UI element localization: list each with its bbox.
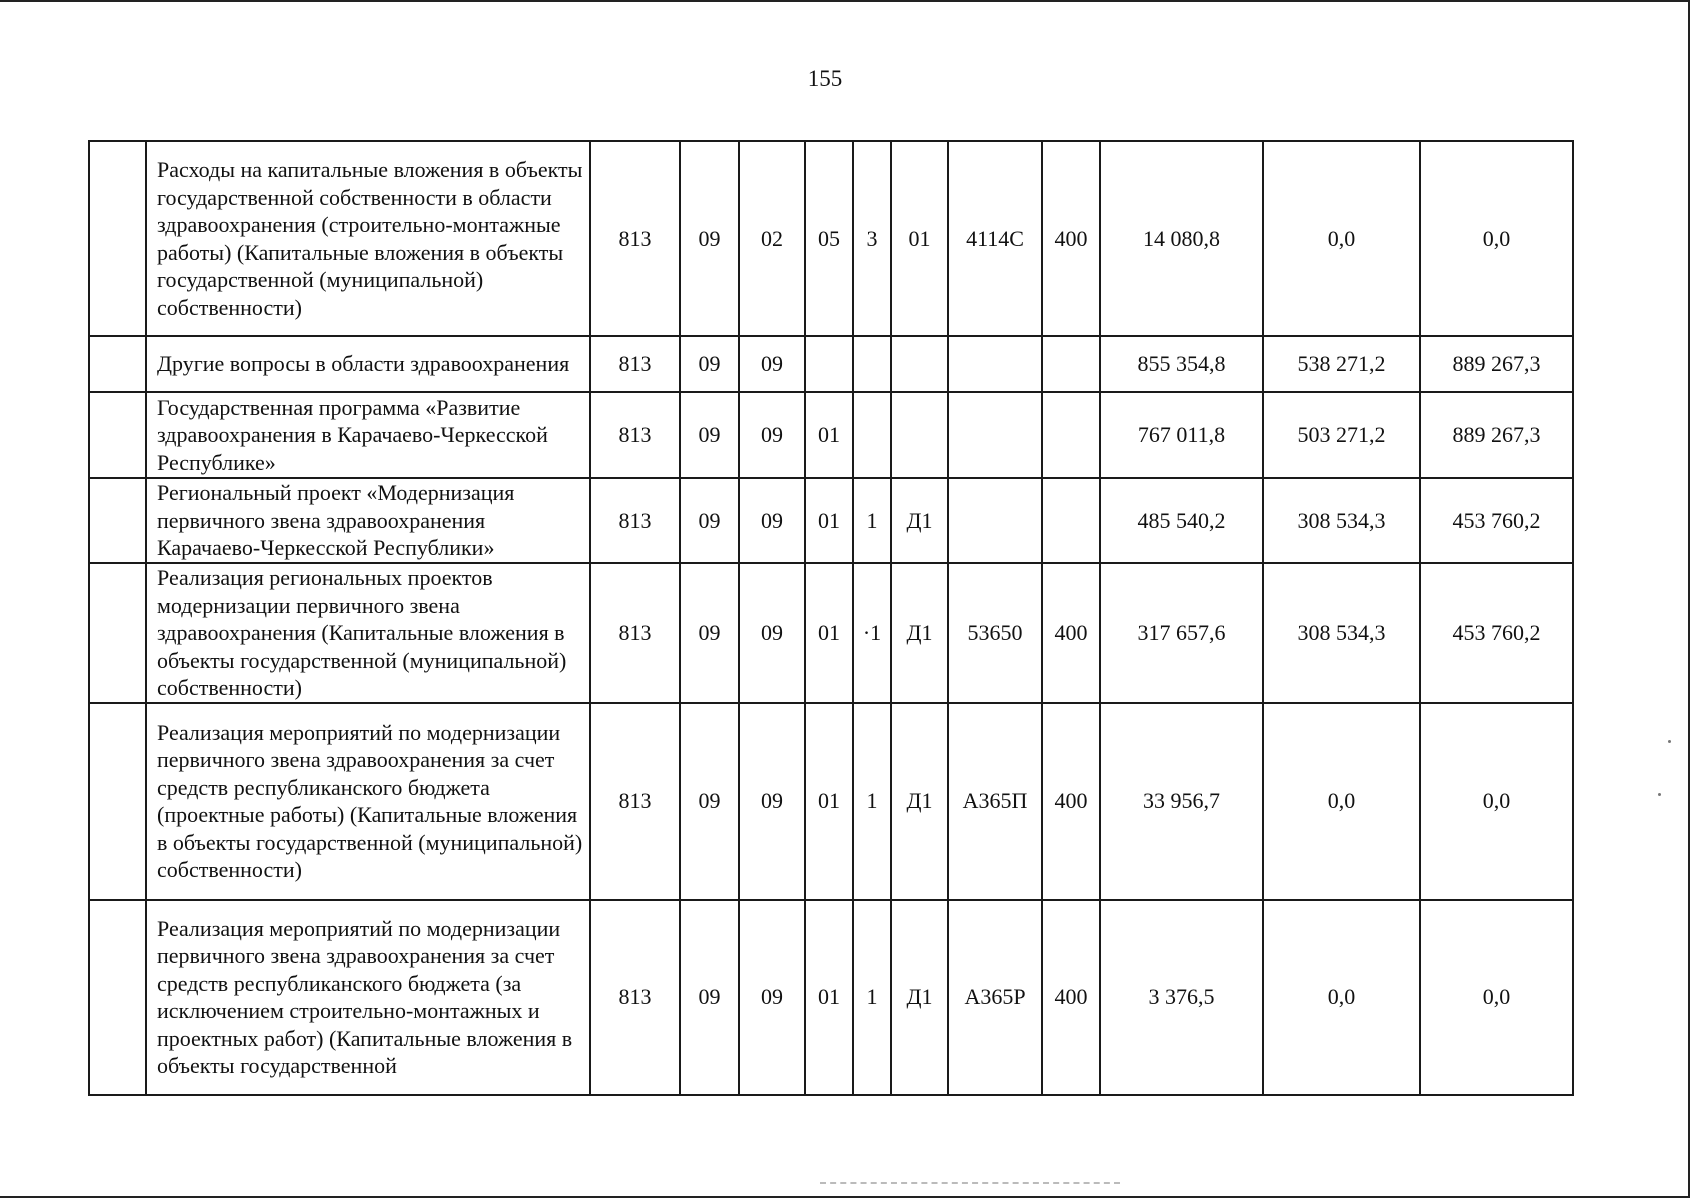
amount-year-2: 0,0 [1263, 141, 1420, 336]
table-row [89, 336, 1573, 392]
budget-table-body [89, 141, 1573, 1095]
subsection-code: 09 [739, 392, 805, 478]
program-code: 01 [805, 900, 853, 1095]
amount-year-3: 0,0 [1420, 703, 1573, 900]
event-code: 01 [891, 141, 948, 336]
table-row [89, 478, 1573, 563]
ved-code: 813 [590, 336, 680, 392]
row-margin-cell [89, 703, 146, 900]
event-code: Д1 [891, 478, 948, 563]
row-margin-cell [89, 900, 146, 1095]
event-code [891, 336, 948, 392]
expense-type-code [1042, 478, 1100, 563]
ved-code: 813 [590, 703, 680, 900]
amount-year-1: 3 376,5 [1100, 900, 1263, 1095]
subprogram-code: 1 [853, 478, 891, 563]
amount-year-2: 308 534,3 [1263, 563, 1420, 703]
subsection-code: 02 [739, 141, 805, 336]
program-code [805, 336, 853, 392]
event-code: Д1 [891, 900, 948, 1095]
subsection-code: 09 [739, 703, 805, 900]
ved-code: 813 [590, 900, 680, 1095]
subsection-code: 09 [739, 563, 805, 703]
table-row [89, 392, 1573, 478]
direction-code: 4114С [948, 141, 1042, 336]
scan-speck [1668, 740, 1671, 743]
amount-year-1: 767 011,8 [1100, 392, 1263, 478]
direction-code [948, 336, 1042, 392]
direction-code: А365П [948, 703, 1042, 900]
expense-name: Реализация региональных проектов модернизации первичного звена здравоохранения (Капитальные вложения в объекты государственной (муниципальной) собственности) [146, 563, 590, 703]
amount-year-3: 889 267,3 [1420, 392, 1573, 478]
expense-type-code: 400 [1042, 141, 1100, 336]
row-margin-cell [89, 336, 146, 392]
amount-year-1: 855 354,8 [1100, 336, 1263, 392]
program-code: 01 [805, 563, 853, 703]
ved-code: 813 [590, 392, 680, 478]
amount-year-3: 0,0 [1420, 141, 1573, 336]
expense-type-code: 400 [1042, 900, 1100, 1095]
expense-name: Другие вопросы в области здравоохранения [146, 336, 590, 392]
expense-name: Государственная программа «Развитие здравоохранения в Карачаево-Черкесской Республике» [146, 392, 590, 478]
expense-name: Региональный проект «Модернизация первичного звена здравоохранения Карачаево-Черкесской Республики» [146, 478, 590, 563]
event-code: Д1 [891, 703, 948, 900]
row-margin-cell [89, 392, 146, 478]
expense-name: Реализация мероприятий по модернизации первичного звена здравоохранения за счет средств республиканского бюджета (проектные работы) (Капитальные вложения в объекты государственной (муниципальной) собственности) [146, 703, 590, 900]
row-margin-cell [89, 141, 146, 336]
scan-speck [1658, 793, 1661, 796]
amount-year-2: 0,0 [1263, 900, 1420, 1095]
row-margin-cell [89, 478, 146, 563]
amount-year-1: 33 956,7 [1100, 703, 1263, 900]
expense-type-code: 400 [1042, 703, 1100, 900]
subsection-code: 09 [739, 900, 805, 1095]
subprogram-code: 3 [853, 141, 891, 336]
amount-year-1: 317 657,6 [1100, 563, 1263, 703]
subprogram-code: ·1 [853, 563, 891, 703]
subsection-code: 09 [739, 336, 805, 392]
ved-code: 813 [590, 478, 680, 563]
section-code: 09 [680, 392, 739, 478]
program-code: 01 [805, 478, 853, 563]
section-code: 09 [680, 563, 739, 703]
subprogram-code [853, 392, 891, 478]
expense-type-code [1042, 336, 1100, 392]
section-code: 09 [680, 900, 739, 1095]
direction-code: А365Р [948, 900, 1042, 1095]
section-code: 09 [680, 703, 739, 900]
table-row [89, 563, 1573, 703]
section-code: 09 [680, 478, 739, 563]
direction-code [948, 392, 1042, 478]
ved-code: 813 [590, 563, 680, 703]
expense-name: Расходы на капитальные вложения в объекты государственной собственности в области здравоохранения (строительно-монтажные работы) (Капитальные вложения в объекты государственной (муниципальной) собственности) [146, 141, 590, 336]
expense-name: Реализация мероприятий по модернизации первичного звена здравоохранения за счет средств республиканского бюджета (за исключением строительно-монтажных и проектных работ) (Капитальные вложения в объекты государственной [146, 900, 590, 1095]
amount-year-3: 0,0 [1420, 900, 1573, 1095]
direction-code [948, 478, 1042, 563]
budget-table [88, 140, 1574, 1096]
section-code: 09 [680, 336, 739, 392]
table-row [89, 900, 1573, 1095]
event-code [891, 392, 948, 478]
ved-code: 813 [590, 141, 680, 336]
subprogram-code: 1 [853, 900, 891, 1095]
expense-type-code: 400 [1042, 563, 1100, 703]
program-code: 01 [805, 703, 853, 900]
amount-year-1: 485 540,2 [1100, 478, 1263, 563]
section-code: 09 [680, 141, 739, 336]
subprogram-code [853, 336, 891, 392]
table-row [89, 703, 1573, 900]
amount-year-3: 453 760,2 [1420, 478, 1573, 563]
direction-code: 53650 [948, 563, 1042, 703]
subsection-code: 09 [739, 478, 805, 563]
expense-type-code [1042, 392, 1100, 478]
amount-year-1: 14 080,8 [1100, 141, 1263, 336]
program-code: 01 [805, 392, 853, 478]
amount-year-3: 453 760,2 [1420, 563, 1573, 703]
row-margin-cell [89, 563, 146, 703]
event-code: Д1 [891, 563, 948, 703]
amount-year-2: 503 271,2 [1263, 392, 1420, 478]
table-row [89, 141, 1573, 336]
amount-year-2: 0,0 [1263, 703, 1420, 900]
subprogram-code: 1 [853, 703, 891, 900]
scan-artifact-line [820, 1182, 1120, 1188]
page-number: 155 [807, 66, 843, 91]
amount-year-2: 538 271,2 [1263, 336, 1420, 392]
amount-year-2: 308 534,3 [1263, 478, 1420, 563]
amount-year-3: 889 267,3 [1420, 336, 1573, 392]
program-code: 05 [805, 141, 853, 336]
